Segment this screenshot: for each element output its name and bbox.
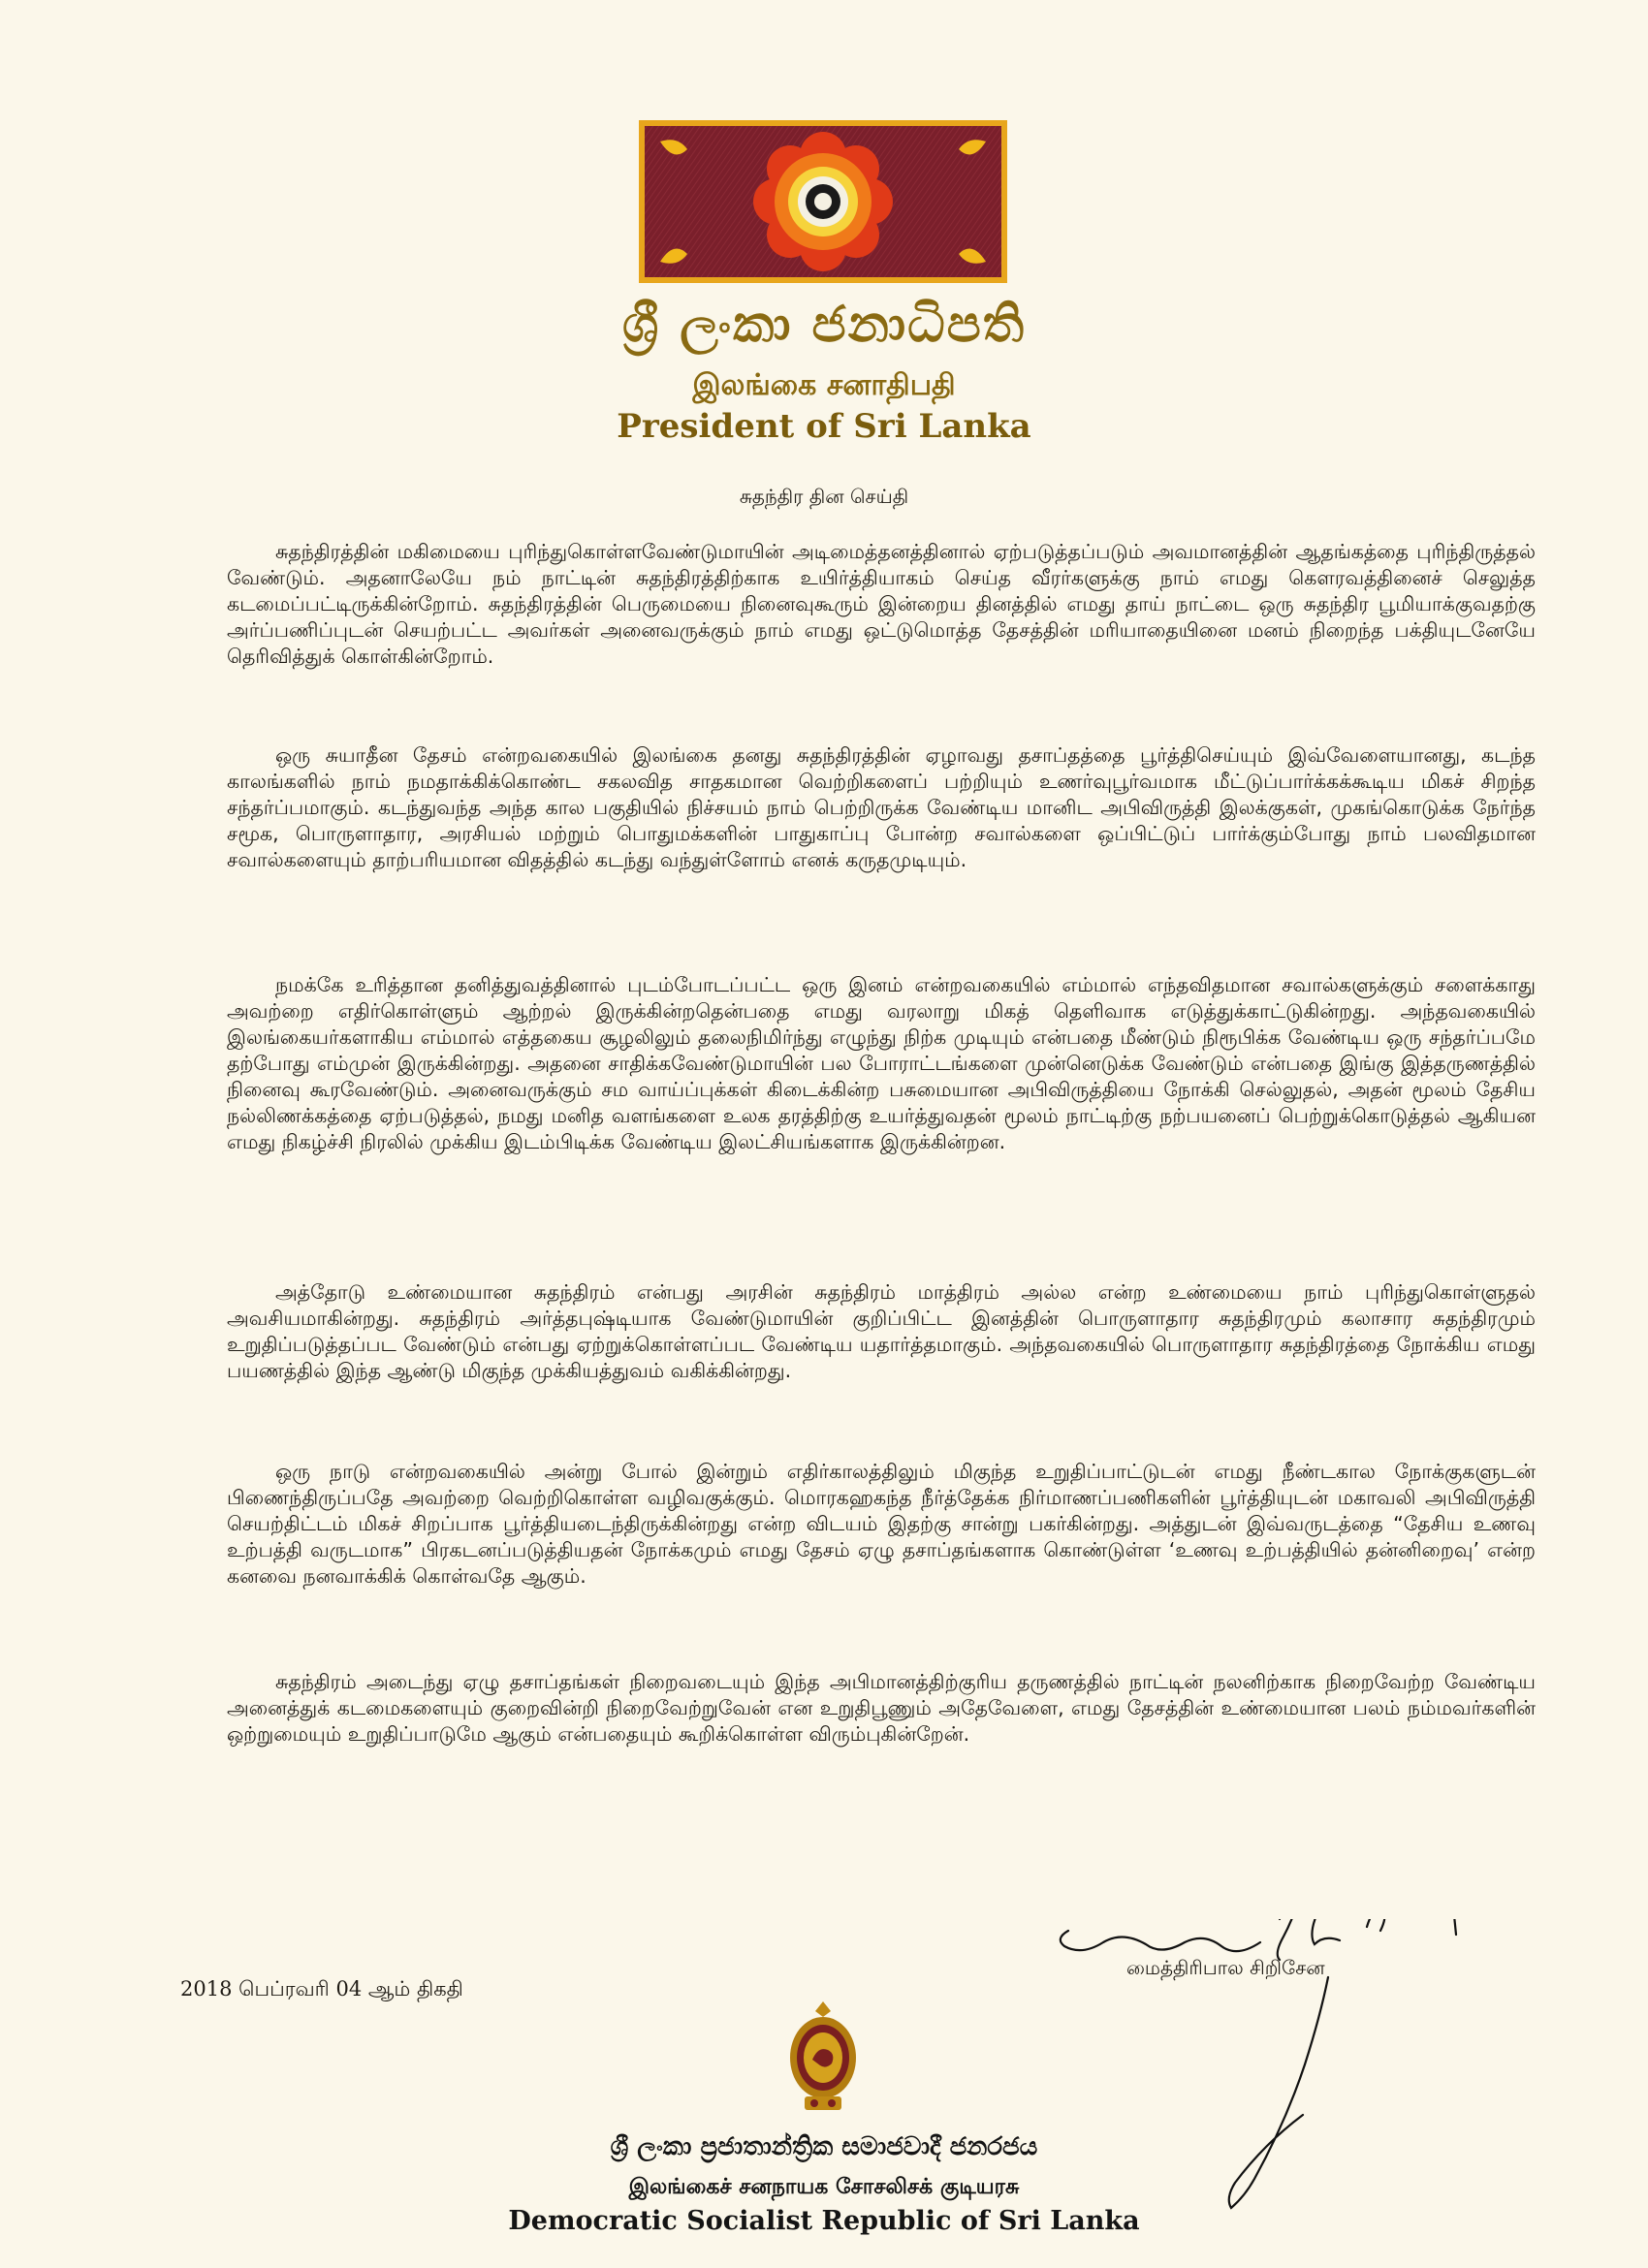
signer-name: மைத்திரிபால சிறிசேன bbox=[1126, 1956, 1325, 1979]
header-english-title: President of Sri Lanka bbox=[617, 407, 1031, 446]
footer-english-text: Democratic Socialist Republic of Sri Lanka bbox=[508, 2206, 1140, 2236]
message-paragraph: சுதந்திரத்தின் மகிமையை புரிந்துகொள்ளவேண்டுமாயின் அடிமைத்தனத்தினால் ஏற்படுத்தப்படும் அவமானத்தின் ஆதங்கத்தை புரிந்திருத்தல் வேண்டும். அதனாலேயே நம் நாட்டின் சுதந்திரத்திற்காக உயிர்த்தியாகம் செய்த வீரர்களுக்கு நாம் எமது கௌரவத்தினைச் செலுத்த கடமைப்பட்டிருக்கின்றோம். சுதந்திரத்தின் பெருமையை நினைவுகூரும் இன்றைய தினத்தில் எமது தாய் நாட்டை ஒரு சுதந்திர பூமியாக்குவதற்கு அர்ப்பணிப்புடன் செயற்பட்ட அவர்கள் அனைவருக்கும் நாம் எமது ஒட்டுமொத்த தேசத்தின் மரியாதையினை மனம் நிறைந்த பக்தியுடனேயே தெரிவித்துக் கொள்கின்றோம். bbox=[227, 540, 1536, 668]
header-tamil-title: இலங்கை சனாதிபதி bbox=[692, 368, 956, 402]
letter-date: 2018 பெப்ரவரி 04 ஆம் திகதி bbox=[180, 1977, 463, 2000]
footer-tamil-text: இலங்கைச் சனநாயக சோசலிசக் குடியரசு bbox=[628, 2175, 1020, 2199]
sri-lanka-emblem bbox=[783, 2000, 863, 2118]
footer-sinhala-text: ශ්‍රී ලංකා ප්‍රජාතාන්ත්‍රික සමාජවාදී ජනරජය bbox=[610, 2132, 1038, 2161]
presidential-flag-logo bbox=[639, 120, 1007, 283]
message-paragraph: ஒரு சுயாதீன தேசம் என்றவகையில் இலங்கை தனது சுதந்திரத்தின் ஏழாவது தசாப்தத்தை பூர்த்திசெய்யும் இவ்வேளையானது, கடந்த காலங்களில் நாம் நமதாக்கிக்கொண்ட சகலவித சாதகமான வெற்றிகளைப் பற்றியும் உணர்வுபூர்வமாக மீட்டுப்பார்க்கக்கூடிய மிகச் சிறந்த சந்தர்ப்பமாகும். கடந்துவந்த அந்த கால பகுதியில் நிச்சயம் நாம் பெற்றிருக்க வேண்டிய மானிட அபிவிருத்தி இலக்குகள், முகங்கொடுக்க நேர்ந்த சமூக, பொருளாதார, அரசியல் மற்றும் பொதுமக்களின் பாதுகாப்பு போன்ற சவால்களை ஒப்பிட்டுப் பார்க்கும்போது நாம் பலவிதமான சவால்களையும் தாற்பரியமான விதத்தில் கடந்து வந்துள்ளோம் எனக் கருதமுடியும். bbox=[227, 743, 1536, 871]
header-sinhala-title: ශ්‍රී ලංකා ජනාධිපති bbox=[621, 295, 1027, 354]
message-paragraph: ஒரு நாடு என்றவகையில் அன்று போல் இன்றும் எதிர்காலத்திலும் மிகுந்த உறுதிப்பாட்டுடன் எமது நீண்டகால நோக்குகளுடன் பிணைந்திருப்பதே அவற்றை வெற்றிகொள்ள வழிவகுக்கும். மொரகஹகந்த நீர்த்தேக்க நிர்மாணப்பணிகளின் பூர்த்தியுடன் மகாவலி அபிவிருத்தி செயற்திட்டம் மிகச் சிறப்பாக பூர்த்தியடைந்திருக்கின்றது என்ற விடயம் இதற்கு சான்று பகர்கின்றது. அத்துடன் இவ்வருடத்தை “தேசிய உணவு உற்பத்தி வருடமாக” பிரகடனப்படுத்தியதன் நோக்கமும் எமது தேசம் ஏழு தசாப்தங்களாக கொண்டுள்ள ‘உணவு உற்பத்தியில் தன்னிறைவு’ என்ற கனவை நனவாக்கிக் கொள்வதே ஆகும். bbox=[227, 1460, 1536, 1588]
message-paragraph: அத்தோடு உண்மையான சுதந்திரம் என்பது அரசின் சுதந்திரம் மாத்திரம் அல்ல என்ற உண்மையை நாம் புரிந்துகொள்ளுதல் அவசியமாகின்றது. சுதந்திரம் அர்த்தபுஷ்டியாக வேண்டுமாயின் குறிப்பிட்ட இனத்தின் பொருளாதார சுதந்திரமும் கலாசார சுதந்திரமும் உறுதிப்படுத்தப்பட வேண்டும் என்பது ஏற்றுக்கொள்ளப்பட வேண்டிய யதார்த்தமாகும். அந்தவகையில் பொருளாதார சுதந்திரத்தை நோக்கிய எமது பயணத்தில் இந்த ஆண்டு மிகுந்த முக்கியத்துவம் வகிக்கின்றது. bbox=[227, 1280, 1536, 1382]
message-paragraph: நமக்கே உரித்தான தனித்துவத்தினால் புடம்போடப்பட்ட ஒரு இனம் என்றவகையில் எம்மால் எந்தவிதமான சவால்களுக்கும் சளைக்காது அவற்றை எதிர்கொள்ளும் ஆற்றல் இருக்கின்றதென்பதை எமது வரலாறு மிகத் தெளிவாக எடுத்துக்காட்டுகின்றது. அந்தவகையில் இலங்கையர்களாகிய எம்மால் எத்தகைய சூழலிலும் தலைநிமிர்ந்து எழுந்து நிற்க முடியும் என்பதை மீண்டும் நிரூபிக்க வேண்டிய ஒரு சந்தர்ப்பமே தற்போது எம்முன் இருக்கின்றது. அதனை சாதிக்கவேண்டுமாயின் பல போராட்டங்களை முன்னெடுக்க வேண்டும் என்பதை இங்கு இத்தருணத்தில் நினைவு கூரவேண்டும். அனைவருக்கும் சம வாய்ப்புக்கள் கிடைக்கின்ற பசுமையான அபிவிருத்தியை நோக்கி செல்லுதல், அதன் மூலம் தேசிய நல்லிணக்கத்தை ஏற்படுத்தல், நமது மனித வளங்களை உலக தரத்திற்கு உயர்த்துவதன் மூலம் நாட்டிற்கு நற்பயனைப் பெற்றுக்கொடுத்தல் ஆகியன எமது நிகழ்ச்சி நிரலில் முக்கிய இடம்பிடிக்க வேண்டிய இலட்சியங்களாக இருக்கின்றன. bbox=[227, 973, 1536, 1153]
message-paragraph: சுதந்திரம் அடைந்து ஏழு தசாப்தங்கள் நிறைவடையும் இந்த அபிமானத்திற்குரிய தருணத்தில் நாட்டின் நலனிற்காக நிறைவேற்ற வேண்டிய அனைத்துக் கடமைகளையும் குறைவின்றி நிறைவேற்றுவேன் என உறுதிபூணும் அதேவேளை, எமது தேசத்தின் உண்மையான பலம் நம்மவர்களின் ஒற்றுமையும் உறுதிப்பாடுமே ஆகும் என்பதையும் கூறிக்கொள்ள விரும்புகின்றேன். bbox=[227, 1670, 1536, 1746]
message-title: சுதந்திர தின செய்தி bbox=[739, 485, 909, 508]
